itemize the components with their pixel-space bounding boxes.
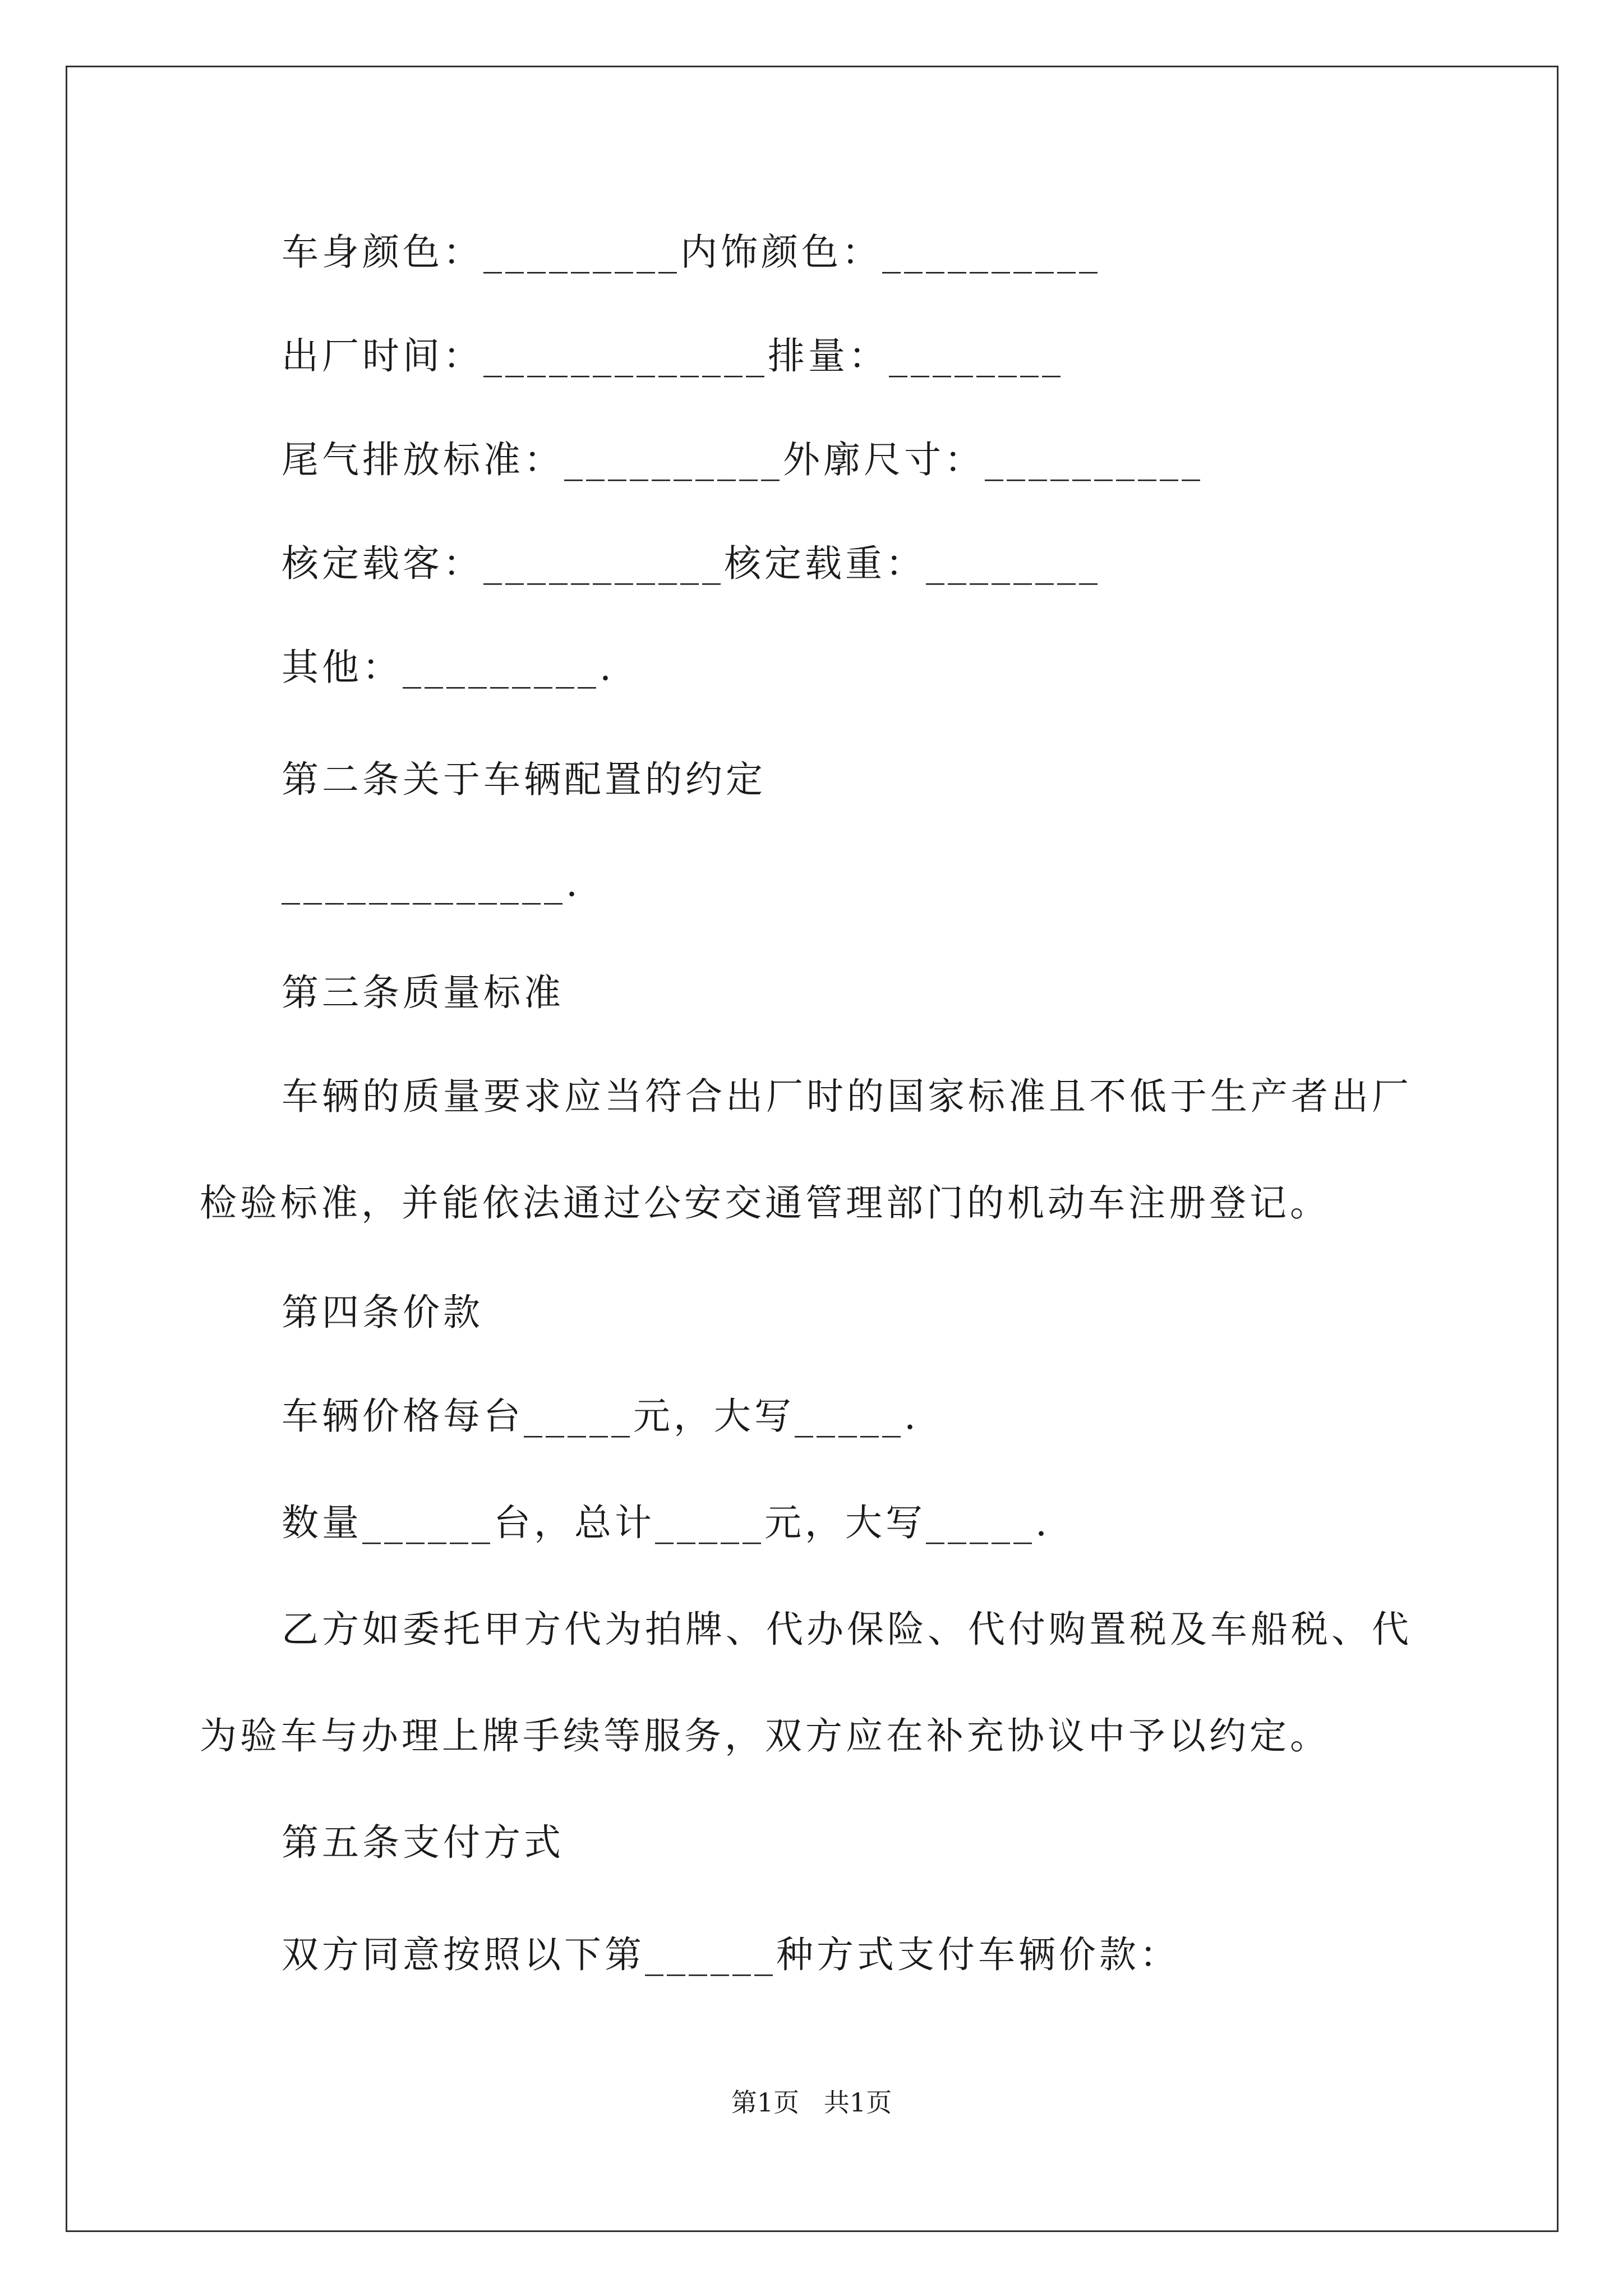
body-line-quantity-total: 数量______台，总计_____元，大写_____.: [282, 1501, 1050, 1544]
body-line-unit-price: 车辆价格每台_____元，大写_____.: [282, 1395, 919, 1438]
article-2-heading: 第二条关于车辆配置的约定: [282, 758, 766, 801]
page-footer-page-number: 第1页 共1页: [731, 2087, 892, 2118]
paragraph-quality-line-1: 车辆的质量要求应当符合出厂时的国家标准且不低于生产者出厂: [282, 1075, 1412, 1118]
paragraph-services-line-2: 为验车与办理上牌手续等服务，双方应在补充协议中予以约定。: [200, 1714, 1330, 1757]
article-5-heading: 第五条支付方式: [282, 1821, 564, 1864]
body-line-production-date: 出厂时间：_____________排量：________: [282, 334, 1064, 378]
page-border: [66, 66, 1559, 2232]
body-line-passenger-load: 核定载客：___________核定载重：________: [282, 542, 1101, 585]
body-line-body-color: 车身颜色：_________内饰颜色：__________: [282, 231, 1101, 274]
paragraph-services-line-1: 乙方如委托甲方代为拍牌、代办保险、代付购置税及车船税、代: [282, 1608, 1412, 1651]
body-line-configuration-blank: _____________.: [282, 862, 581, 905]
body-line-payment-method: 双方同意按照以下第______种方式支付车辆价款：: [282, 1933, 1180, 1976]
article-3-heading: 第三条质量标准: [282, 971, 564, 1014]
body-line-other: 其他：_________.: [282, 646, 615, 689]
body-line-emission-standard: 尾气排放标准：__________外廓尺寸：__________: [282, 438, 1204, 481]
article-4-heading: 第四条价款: [282, 1291, 483, 1334]
paragraph-quality-line-2: 检验标准，并能依法通过公安交通管理部门的机动车注册登记。: [200, 1181, 1330, 1225]
